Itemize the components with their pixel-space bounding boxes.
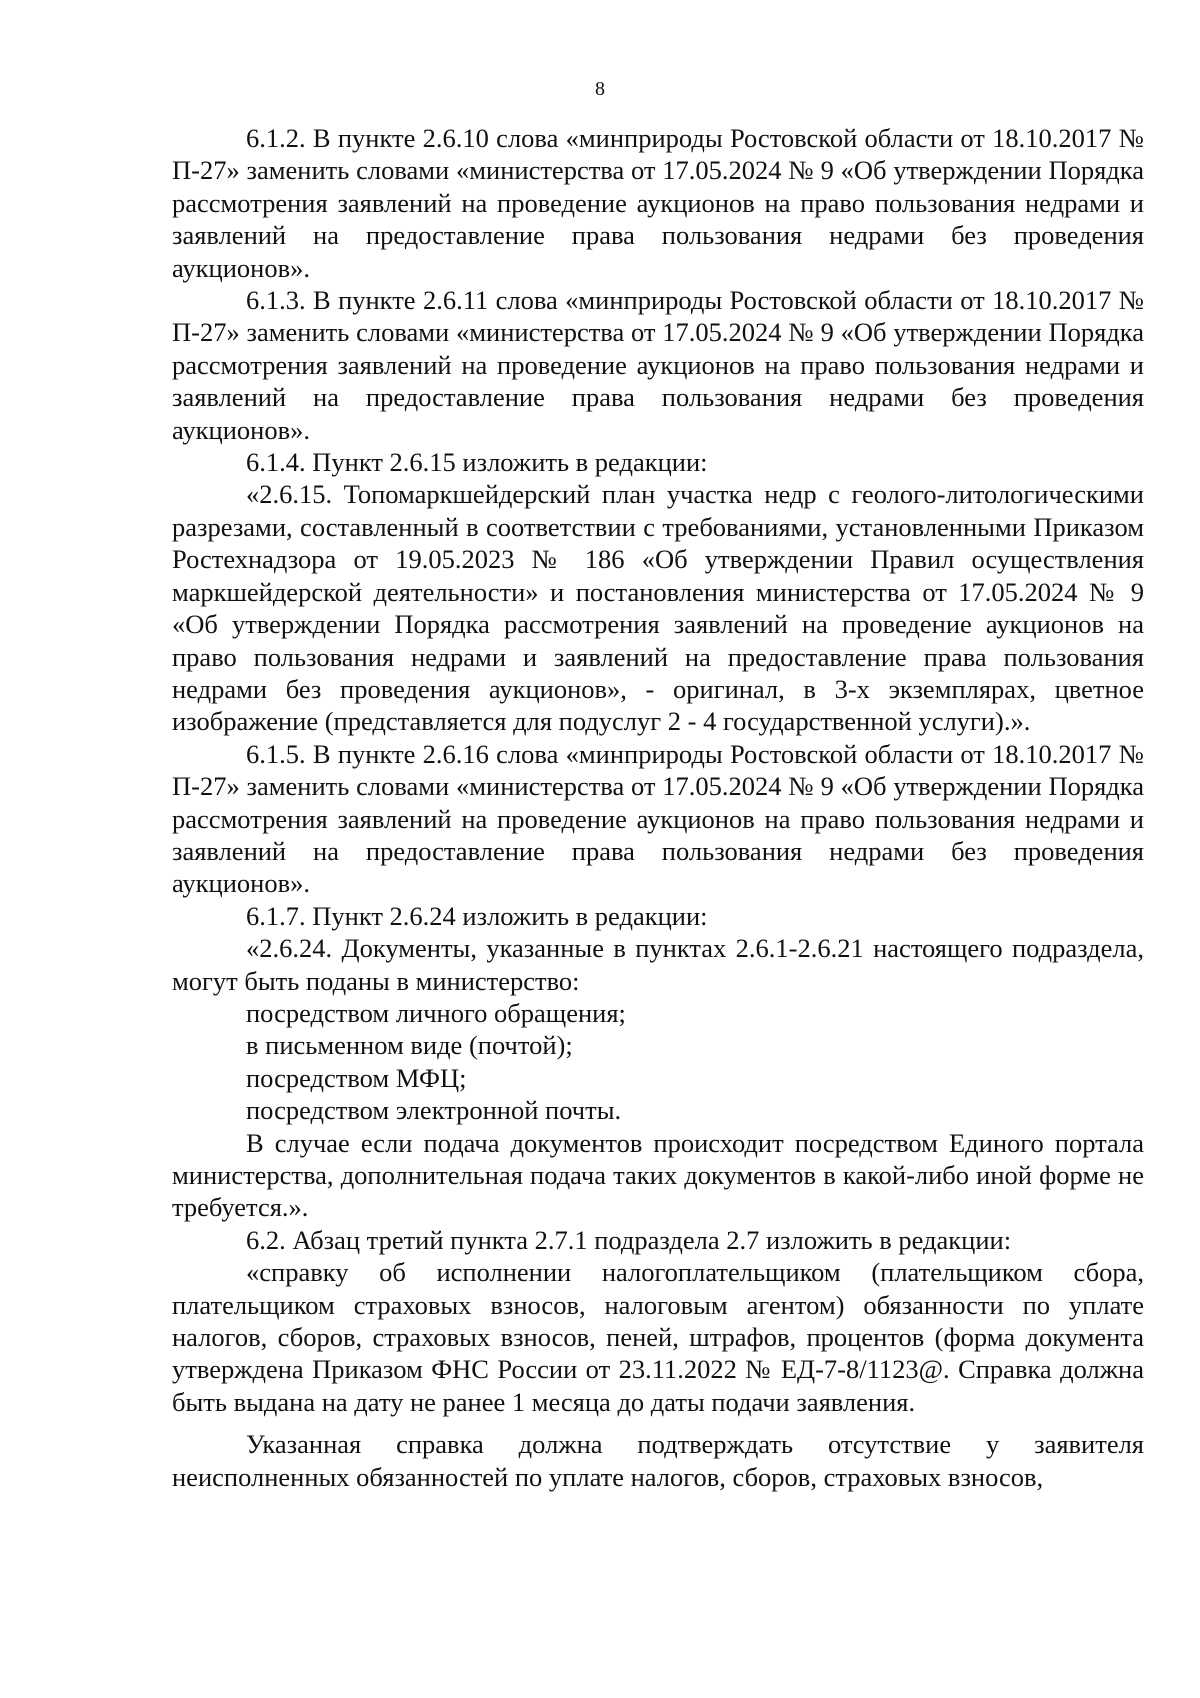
list-item: посредством личного обращения; (246, 997, 626, 1028)
paragraph-6-1-7: 6.1.7. Пункт 2.6.24 изложить в редакции: (246, 900, 708, 931)
list-item: в письменном виде (почтой); (246, 1030, 573, 1061)
paragraph-tax-certificate: «справку об исполнении налогоплательщиком (плательщиком сбора, плательщиком страховых взносов, налоговым агентом) обязанности по уплате налогов, сборов, страховых взносов, пеней, штрафов, процентов (форма документа утверждена Приказом ФНС России от 23.11.2022 № ЕД-7-8/1123@. Справка должна быть выдана на дату не ранее 1 месяца до даты подачи заявления. (172, 1257, 1144, 1417)
document-body (172, 122, 1144, 1493)
list-item: посредством МФЦ; (246, 1062, 467, 1093)
paragraph-portal: В случае если подача документов происходит посредством Единого портала министерства, дополнительная подача таких документов в какой-либо иной форме не требуется.». (172, 1127, 1144, 1223)
list-item: посредством электронной почты. (246, 1095, 622, 1126)
paragraph-6-1-4: 6.1.4. Пункт 2.6.15 изложить в редакции: (246, 447, 708, 478)
paragraph-6-1-3: 6.1.3. В пункте 2.6.11 слова «минприроды Ростовской области от 18.10.2017 № П-27» заменить словами «министерства от 17.05.2024 № 9 «Об утверждении Порядка рассмотрения заявлений на проведение аукционов на право пользования недрами и заявлений на предоставление права пользования недрами без проведения аукционов». (172, 285, 1144, 445)
paragraph-certificate-confirmation: Указанная справка должна подтверждать отсутствие у заявителя неисполненных обязанностей по уплате налогов, сборов, страховых взносов, (172, 1429, 1144, 1492)
paragraph-2-6-24: «2.6.24. Документы, указанные в пунктах 2.6.1-2.6.21 настоящего подраздела, могут быть поданы в министерство: (172, 933, 1144, 996)
paragraph-6-1-5: 6.1.5. В пункте 2.6.16 слова «минприроды Ростовской области от 18.10.2017 № П-27» заменить словами «министерства от 17.05.2024 № 9 «Об утверждении Порядка рассмотрения заявлений на проведение аукционов на право пользования недрами и заявлений на предоставление права пользования недрами без проведения аукционов». (172, 738, 1144, 899)
paragraph-6-1-2: 6.1.2. В пункте 2.6.10 слова «минприроды Ростовской области от 18.10.2017 № П-27» заменить словами «министерства от 17.05.2024 № 9 «Об утверждении Порядка рассмотрения заявлений на проведение аукционов на право пользования недрами и заявлений на предоставление права пользования недрами без проведения аукционов». (172, 123, 1144, 283)
paragraph-6-2: 6.2. Абзац третий пункта 2.7.1 подраздела 2.7 изложить в редакции: (246, 1224, 1012, 1255)
page-number: 8 (595, 78, 605, 100)
paragraph-2-6-15: «2.6.15. Топомаркшейдерский план участка недр с геолого-литологическими разрезами, составленный в соответствии с требованиями, установленными Приказом Ростехнадзора от 19.05.2023 № 186 «Об утверждении Правил осуществления маркшейдерской деятельности» и постановления министерства от 17.05.2024 № 9 «Об утверждении Порядка рассмотрения заявлений на проведение аукционов на право пользования недрами и заявлений на предоставление права пользования недрами без проведения аукционов», - оригинал, в 3-х экземплярах, цветное изображение (представляется для подуслуг 2 - 4 государственной услуги).». (172, 479, 1144, 737)
